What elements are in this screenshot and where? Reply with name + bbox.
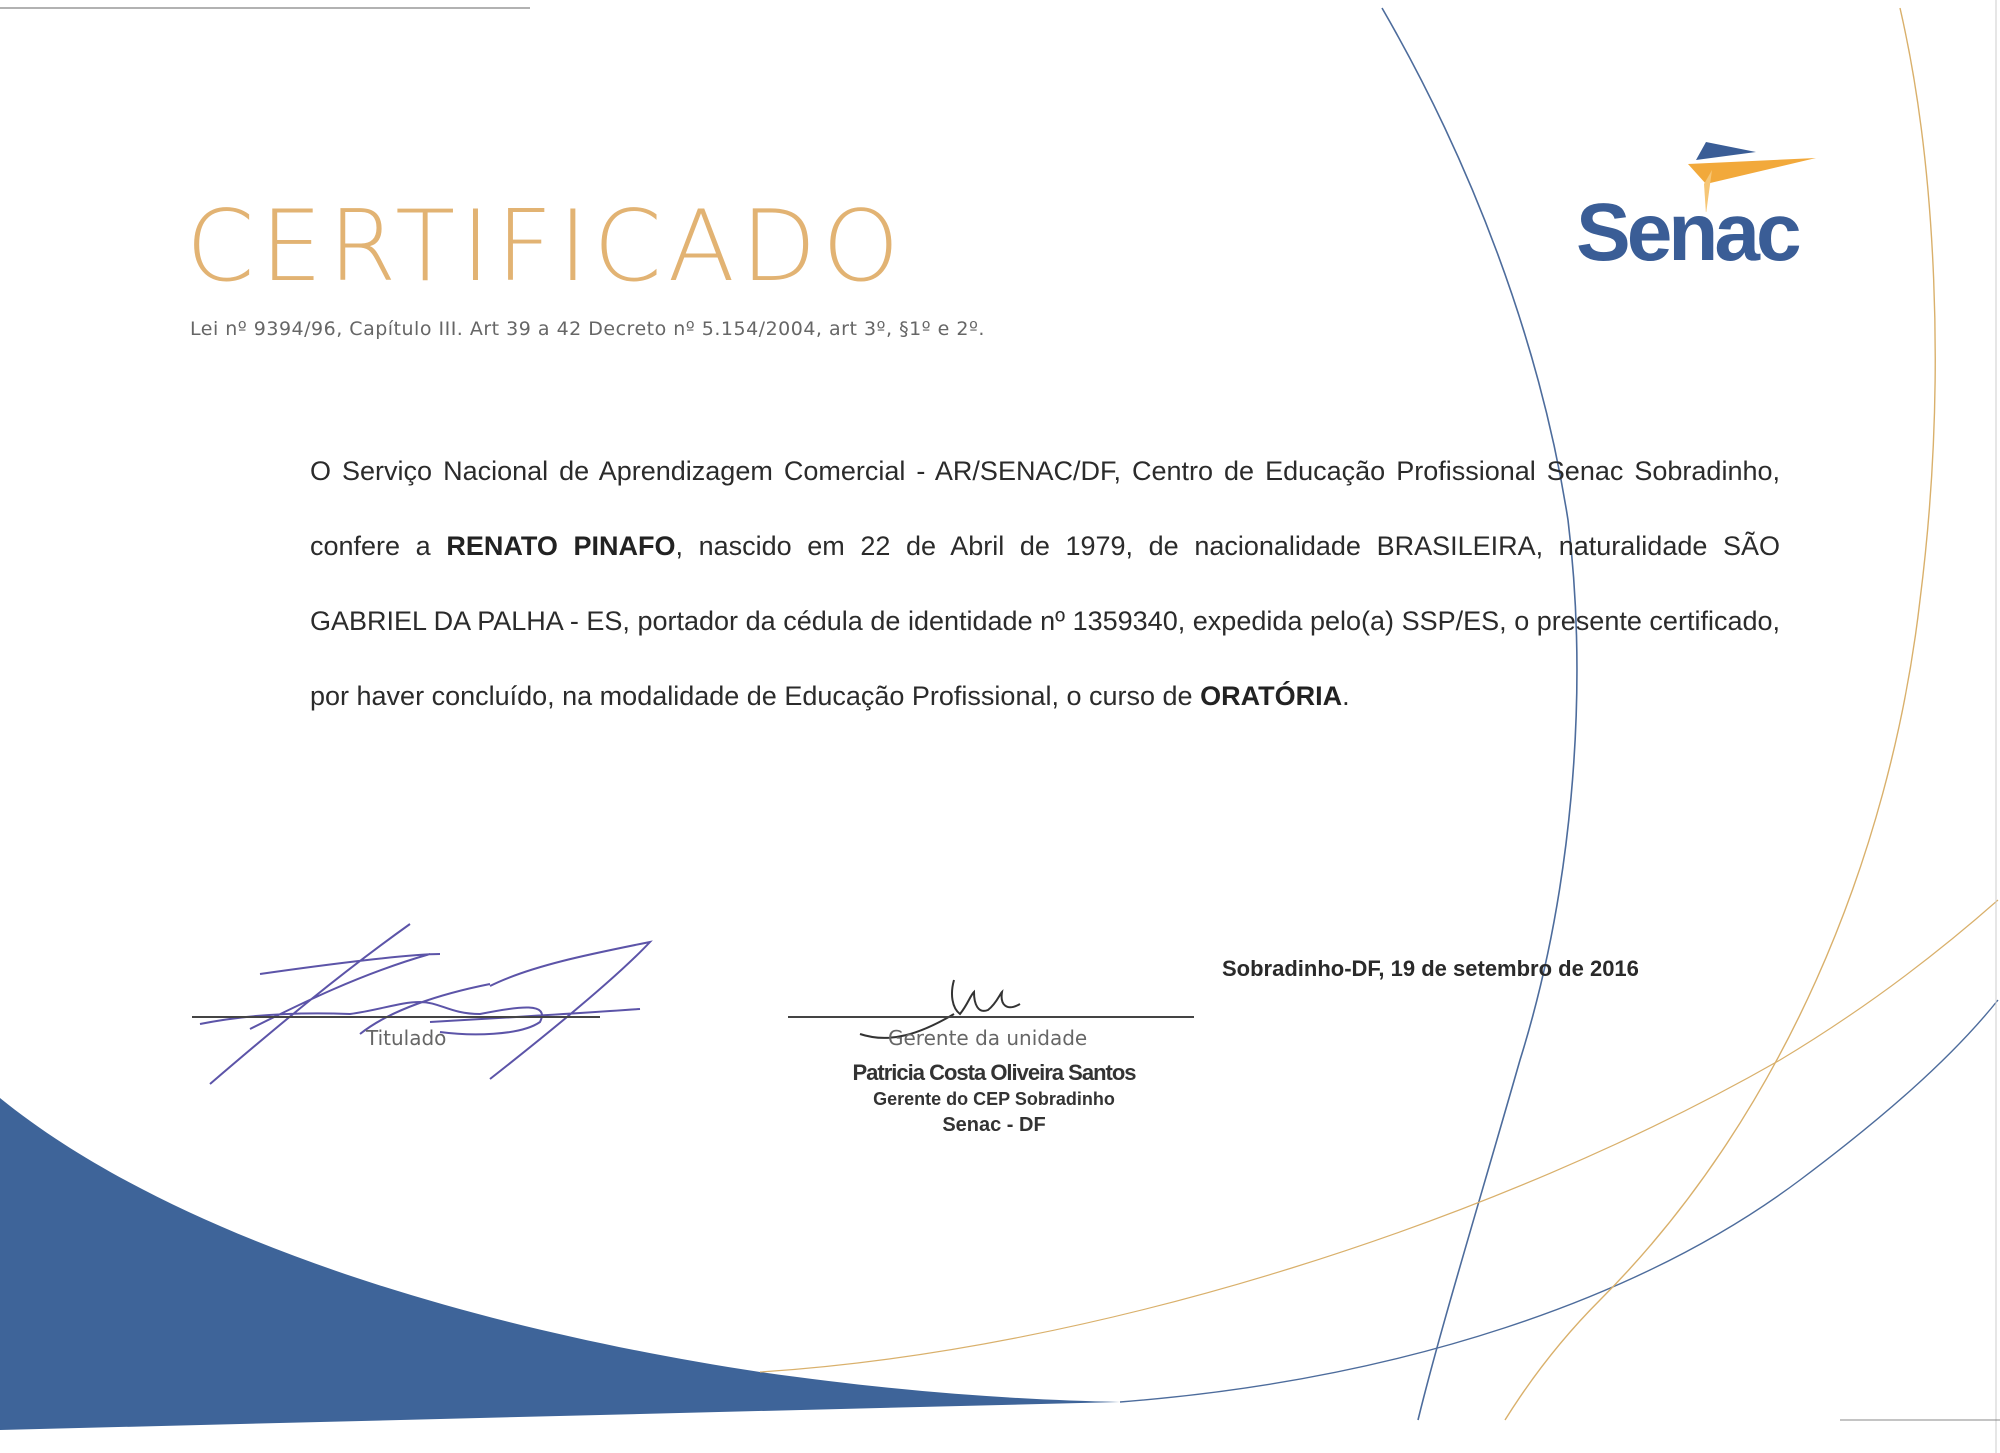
senac-logo bbox=[1576, 122, 1846, 292]
manager-name: Patricia Costa Oliveira Santos bbox=[852, 1060, 1136, 1085]
holder-signature bbox=[190, 914, 660, 1094]
body-details: , nascido em 22 de Abril de 1979, de nacionalidade BRASILEIRA, naturalidade SÃO GABRIEL DA PALHA - ES, portador da cédula de identidade nº 1359340, expedida pelo(a) SSP/ES, o presente certificado, por haver concluído, na modalidade de Educação Profissional, o curso de bbox=[310, 531, 1781, 711]
senac-logo-text: Senac bbox=[1576, 187, 1798, 278]
manager-signature-line bbox=[788, 1016, 1194, 1018]
certificate-title: CERTIFICADO bbox=[186, 190, 906, 304]
body-end: . bbox=[1342, 681, 1350, 711]
manager-stamp bbox=[844, 1060, 1144, 1138]
recipient-name: RENATO PINAFO bbox=[446, 531, 676, 561]
holder-signature-line bbox=[192, 1016, 600, 1018]
law-reference: Lei nº 9394/96, Capítulo III. Art 39 a 42 Decreto nº 5.154/2004, art 3º, §1º e 2º. bbox=[190, 318, 985, 340]
manager-role: Gerente do CEP Sobradinho bbox=[873, 1089, 1115, 1109]
certificate-body bbox=[310, 434, 1780, 734]
manager-org: Senac - DF bbox=[942, 1114, 1046, 1136]
place-date: Sobradinho-DF, 19 de setembro de 2016 bbox=[1222, 956, 1639, 981]
holder-label: Titulado bbox=[366, 1026, 447, 1050]
manager-label: Gerente da unidade bbox=[888, 1026, 1088, 1050]
course-name: ORATÓRIA bbox=[1200, 681, 1343, 711]
body-intro: O Serviço Nacional de Aprendizagem Comercial - AR/SENAC/DF, Centro de Educação Profissional Senac Sobradinho, confere a bbox=[310, 456, 1780, 561]
